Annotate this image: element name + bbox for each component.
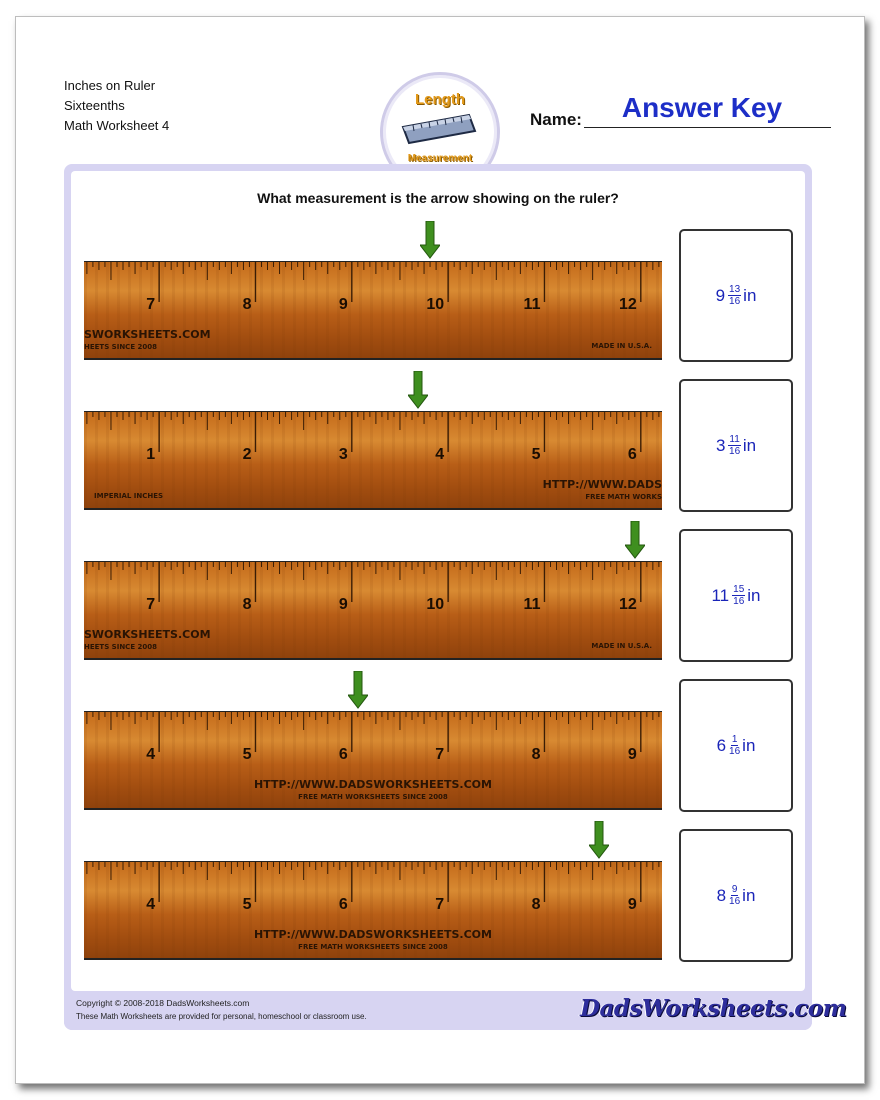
answer-unit: in — [742, 435, 757, 455]
inch-number-label: 11 — [523, 596, 541, 613]
inch-number-label: 11 — [523, 296, 541, 313]
inch-number-label: 1 — [146, 446, 156, 463]
ruler — [84, 861, 662, 960]
ruler — [84, 261, 662, 360]
ruler-imprint-text: MADE IN U.S.A. — [591, 342, 652, 350]
answer-whole: 3 — [715, 435, 726, 455]
inch-number-label: 9 — [338, 596, 348, 613]
inch-number-label: 6 — [338, 896, 348, 913]
ruler — [84, 561, 662, 660]
usage-note: These Math Worksheets are provided for personal, homeschool or classroom use. — [76, 1012, 367, 1021]
inch-number-label: 4 — [146, 896, 156, 913]
inch-number-label: 10 — [426, 596, 445, 613]
inch-number-label: 7 — [146, 596, 156, 613]
inch-number-label: 12 — [619, 296, 637, 313]
ruler-imprint-text: IMPERIAL INCHES — [94, 492, 164, 500]
ruler-imprint-text: HEETS SINCE 2008 — [84, 643, 158, 651]
ruler-icon — [399, 109, 479, 149]
ruler-imprint-text: SWORKSHEETS.COM — [84, 328, 211, 341]
answer-fraction — [729, 734, 740, 757]
ruler-markings — [84, 712, 662, 808]
inch-number-label: 6 — [627, 446, 637, 463]
logo-title: Length — [415, 91, 465, 108]
fraction-numerator: 1 — [731, 734, 738, 745]
answer-fraction — [728, 284, 741, 307]
inch-number-label: 3 — [338, 446, 348, 463]
ruler — [84, 411, 662, 510]
inch-number-label: 8 — [531, 746, 541, 763]
worksheet-subtopic: Sixteenths — [64, 98, 125, 113]
answer-fraction — [728, 434, 740, 457]
ruler-imprint-text: FREE MATH WORKSHEETS SINCE 2008 — [298, 943, 448, 951]
ruler — [84, 711, 662, 810]
fraction-denominator: 16 — [729, 446, 741, 457]
inch-number-label: 4 — [435, 446, 445, 463]
fraction-numerator: 13 — [729, 284, 741, 295]
answer-box — [679, 679, 793, 812]
ruler-imprint-text: FREE MATH WORKSHEETS SINCE 2008 — [298, 793, 448, 801]
fraction-numerator: 15 — [733, 584, 745, 595]
inch-number-label: 9 — [338, 296, 348, 313]
inch-number-label: 9 — [627, 896, 637, 913]
answer-box — [679, 379, 793, 512]
fraction-denominator: 16 — [733, 596, 745, 607]
inch-number-label: 8 — [242, 596, 252, 613]
brand-logo: DadsWorksheets.com — [580, 995, 847, 1022]
ruler-markings — [84, 412, 662, 508]
answer-whole: 6 — [716, 735, 727, 755]
answer-box — [679, 829, 793, 962]
answer-box — [679, 529, 793, 662]
answer-unit: in — [743, 285, 757, 305]
inch-number-label: 5 — [242, 746, 252, 763]
ruler-imprint-text: HTTP://WWW.DADS — [542, 478, 662, 491]
fraction-denominator: 16 — [729, 296, 741, 307]
answer-whole: 8 — [716, 885, 727, 905]
ruler-imprint-text: MADE IN U.S.A. — [591, 642, 652, 650]
name-field-line — [584, 127, 831, 128]
ruler-imprint-text: HTTP://WWW.DADSWORKSHEETS.COM — [254, 778, 492, 791]
fraction-denominator: 16 — [729, 746, 741, 757]
worksheet-number: Math Worksheet 4 — [64, 118, 170, 133]
pointer-arrow-icon — [625, 521, 645, 559]
ruler-imprint-text: HTTP://WWW.DADSWORKSHEETS.COM — [254, 928, 492, 941]
inch-number-label: 2 — [242, 446, 252, 463]
inch-number-label: 12 — [619, 596, 637, 613]
inch-number-label: 8 — [242, 296, 252, 313]
ruler-imprint-text: HEETS SINCE 2008 — [84, 343, 158, 351]
pointer-arrow-icon — [589, 821, 609, 859]
fraction-numerator: 9 — [731, 884, 738, 895]
ruler-imprint-text: FREE MATH WORKS — [585, 493, 662, 501]
answer-fraction — [729, 884, 740, 907]
inch-number-label: 7 — [146, 296, 156, 313]
pointer-arrow-icon — [408, 371, 428, 409]
ruler-imprint-text: SWORKSHEETS.COM — [84, 628, 211, 641]
inch-number-label: 7 — [435, 896, 445, 913]
answer-value — [681, 531, 791, 660]
inch-number-label: 5 — [242, 896, 252, 913]
answer-whole: 9 — [715, 285, 726, 305]
answer-unit: in — [742, 885, 756, 905]
answer-value — [681, 681, 791, 810]
pointer-arrow-icon — [420, 221, 440, 259]
pointer-arrow-icon — [348, 671, 368, 709]
inch-number-label: 9 — [627, 746, 637, 763]
logo-subtitle: Measurement — [407, 153, 473, 164]
copyright-text: Copyright © 2008-2018 DadsWorksheets.com — [76, 998, 250, 1008]
answer-fraction — [732, 584, 745, 607]
inch-number-label: 10 — [426, 296, 445, 313]
fraction-numerator: 11 — [729, 434, 740, 445]
question-text: What measurement is the arrow showing on the ruler? — [257, 190, 619, 206]
answer-value — [681, 831, 791, 960]
ruler-markings — [84, 562, 662, 658]
answer-value — [681, 381, 791, 510]
ruler-markings — [84, 262, 662, 358]
ruler-markings — [84, 862, 662, 958]
worksheet-topic: Inches on Ruler — [64, 78, 156, 93]
answer-value — [681, 231, 791, 360]
answer-unit: in — [742, 735, 756, 755]
answer-box — [679, 229, 793, 362]
inch-number-label: 5 — [531, 446, 541, 463]
footer-bar — [64, 991, 847, 1030]
inch-number-label: 6 — [338, 746, 348, 763]
answer-unit: in — [747, 585, 761, 605]
inch-number-label: 7 — [435, 746, 445, 763]
inch-number-label: 8 — [531, 896, 541, 913]
inch-number-label: 4 — [146, 746, 156, 763]
fraction-denominator: 16 — [729, 896, 741, 907]
name-label: Name: — [530, 110, 582, 129]
name-value: Answer Key — [621, 92, 783, 123]
answer-whole: 11 — [711, 585, 730, 605]
